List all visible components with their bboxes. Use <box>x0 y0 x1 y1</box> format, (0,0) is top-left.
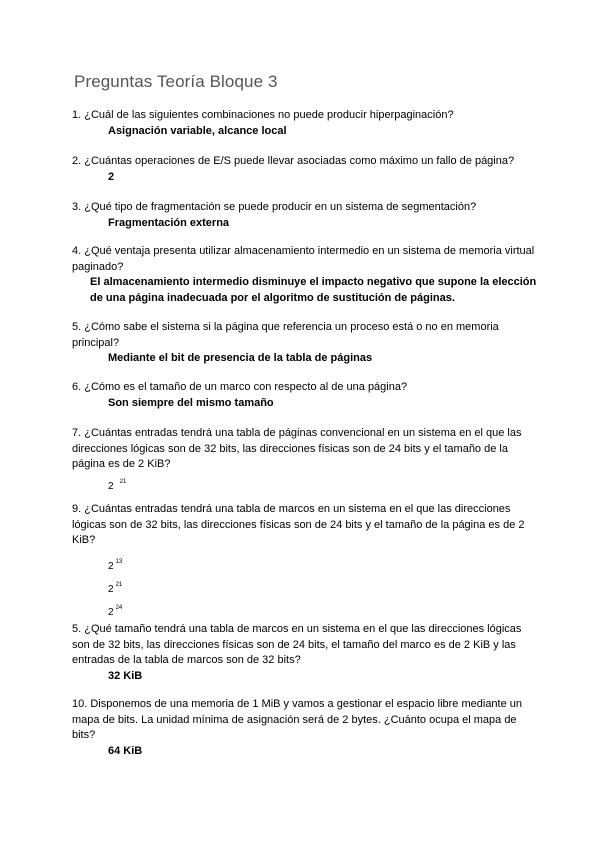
option-power <box>72 576 542 599</box>
question-text: 4. ¿Qué ventaja presenta utilizar almacenamiento intermedio en un sistema de memoria virtual paginado? <box>72 245 535 273</box>
question-text: 9. ¿Cuántas entradas tendrá una tabla de marcos en un sistema en el que las direcciones lógicas son de 32 bits, las direcciones físicas son de 24 bits y el tamaño de la página es de 2 KiB? <box>72 503 525 546</box>
answer-text: Asignación variable, alcance local <box>108 124 287 137</box>
question-9 <box>72 502 542 622</box>
power-exponent: 24 <box>115 604 123 611</box>
option-power <box>72 599 542 622</box>
question-text: 1. ¿Cuál de las siguientes combinaciones no puede producir hiperpaginación? <box>72 109 454 121</box>
question-2 <box>72 154 542 185</box>
question-text: 6. ¿Cómo es el tamaño de un marco con respecto al de una página? <box>72 381 408 393</box>
question-text: 5. ¿Cómo sabe el sistema si la página que referencia un proceso está o no en memoria principal? <box>72 321 499 349</box>
answer-text: 2 <box>108 170 115 183</box>
power-exponent: 21 <box>115 581 123 588</box>
question-text: 10. Disponemos de una memoria de 1 MiB y vamos a gestionar el espacio libre mediante un mapa de bits. La unidad mínima de asignación será de 2 bytes. ¿Cuánto ocupa el mapa de bits? <box>72 698 523 741</box>
question-4 <box>72 244 542 306</box>
page-title: Preguntas Teoría Bloque 3 <box>74 72 278 91</box>
question-text: 5. ¿Qué tamaño tendrá una tabla de marcos en un sistema en el que las direcciones lógicas son de 32 bits, las direcciones físicas son de 24 bits, el tamaño del marco es de 2 KiB y las entradas de la tabla de marcos son de 32 bits? <box>72 623 522 666</box>
power-exponent: 13 <box>115 558 123 565</box>
question-text: 3. ¿Qué tipo de fragmentación se puede producir en un sistema de segmentación? <box>72 201 477 213</box>
power-base: 2 <box>108 480 114 492</box>
answer-text: Son siempre del mismo tamaño <box>108 396 274 409</box>
answer-power <box>72 473 542 496</box>
question-5 <box>72 320 542 367</box>
power-base: 2 <box>108 583 114 595</box>
question-6 <box>72 380 542 411</box>
question-1 <box>72 108 542 139</box>
answer-text: Fragmentación externa <box>108 216 230 229</box>
power-exponent: 21 <box>119 478 127 485</box>
question-10 <box>72 697 542 759</box>
question-text: 2. ¿Cuántas operaciones de E/S puede llevar asociadas como máximo un fallo de página? <box>72 155 515 167</box>
power-base: 2 <box>108 606 114 618</box>
answer-text: Mediante el bit de presencia de la tabla de páginas <box>108 352 373 364</box>
answer-text: 64 KiB <box>108 744 143 757</box>
power-base: 2 <box>108 560 114 572</box>
answer-text: 32 KiB <box>108 669 143 682</box>
question-5b <box>72 622 542 684</box>
answer-text: El almacenamiento intermedio disminuye el impacto negativo que supone la elección de una página inadecuada por el algoritmo de sustitución de páginas. <box>90 276 537 304</box>
question-text: 7. ¿Cuántas entradas tendrá una tabla de páginas convencional en un sistema en el que las direcciones lógicas son de 32 bits, las direcciones físicas son de 24 bits y el tamaño de la página es de 2 KiB? <box>72 427 522 470</box>
option-power <box>72 553 542 576</box>
question-7 <box>72 426 542 496</box>
question-3 <box>72 200 542 231</box>
